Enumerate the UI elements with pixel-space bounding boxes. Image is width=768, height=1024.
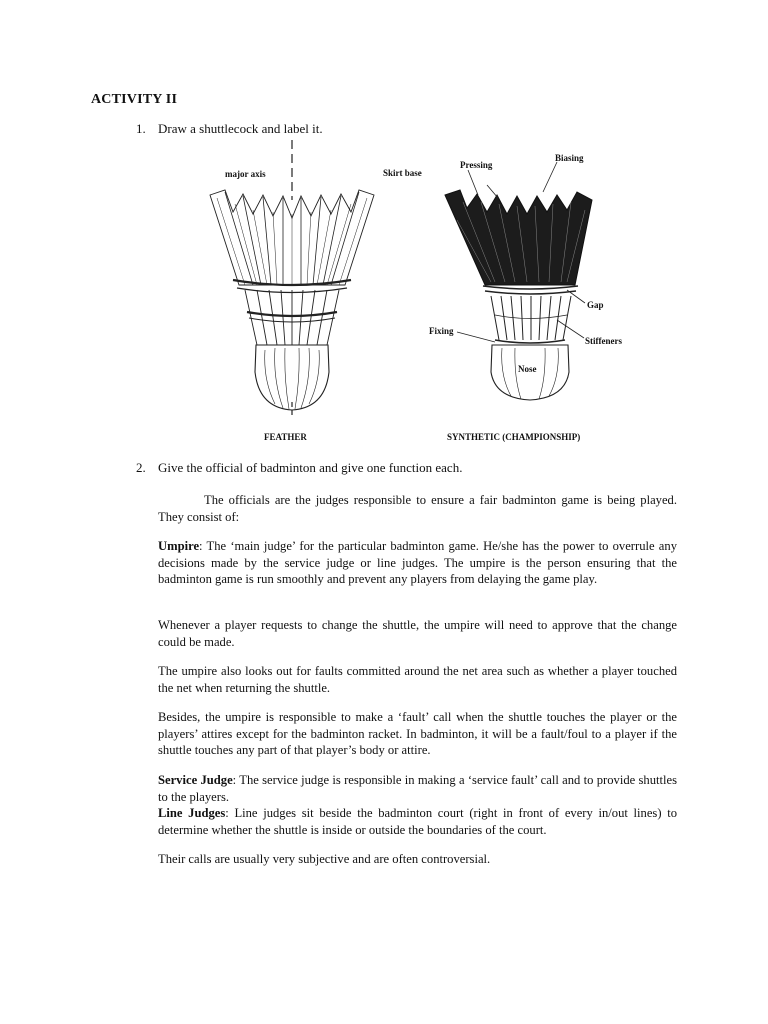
label-pressing: Pressing: [460, 160, 493, 170]
umpire-paragraph: [158, 538, 677, 588]
label-gap: Gap: [587, 300, 604, 310]
label-skirt-base: Skirt base: [383, 168, 422, 178]
intro-text: The officials are the judges responsible to ensure a fair badminton game is being played. They consist of:: [158, 493, 677, 524]
question-1-text: Draw a shuttlecock and label it.: [158, 121, 323, 136]
fault-call-text: Besides, the umpire is responsible to make a ‘fault’ call when the shuttle touches the player or the players’ attires except for the badminton racket. In badminton, it will be a fault/foul to a player if the shuttle touches any part of that player’s body or attire.: [158, 710, 677, 757]
fault-call-paragraph: [158, 709, 677, 759]
service-judge-term: Service Judge: [158, 773, 233, 787]
shuttlecock-diagram: [195, 140, 645, 450]
shuttle-change-text: Whenever a player requests to change the shuttle, the umpire will need to approve that the change could be made.: [158, 618, 677, 649]
stiffeners-leader: [557, 320, 584, 338]
label-major-axis: major axis: [225, 169, 266, 179]
label-nose: Nose: [518, 364, 537, 374]
question-1-number: 1.: [136, 121, 146, 136]
question-2-number: 2.: [136, 460, 146, 475]
question-1: [136, 121, 323, 137]
label-stiffeners: Stiffeners: [585, 336, 622, 346]
fixing-leader: [457, 332, 495, 342]
umpire-text: : The ‘main judge’ for the particular badminton game. He/she has the power to overrule any decisions made by the service judge or line judges. The umpire is the person ensuring that the badminton game is run smoothly and prevent any players from delaying the game play.: [158, 539, 677, 586]
label-fixing: Fixing: [429, 326, 454, 336]
calls-text: Their calls are usually very subjective and are often controversial.: [158, 852, 491, 866]
umpire-term: Umpire: [158, 539, 200, 553]
question-2-text: Give the official of badminton and give one function each.: [158, 460, 463, 475]
net-faults-text: The umpire also looks out for faults committed around the net area such as whether a player touched the net when returning the shuttle.: [158, 664, 677, 695]
shuttlecock-figure: [195, 140, 645, 450]
shuttle-change-paragraph: [158, 617, 677, 650]
biasing-leader: [543, 162, 557, 192]
caption-feather: FEATHER: [264, 432, 307, 442]
service-judge-text: : The service judge is responsible in making a ‘service fault’ call and to provide shuttles to the players.: [158, 773, 678, 804]
caption-synthetic: SYNTHETIC (CHAMPIONSHIP): [447, 432, 581, 442]
intro-paragraph: [158, 492, 677, 525]
line-judges-term: Line Judges: [158, 806, 226, 820]
label-biasing: Biasing: [555, 153, 584, 163]
pressing-leader: [468, 170, 478, 195]
service-line-judges-paragraph: [158, 772, 677, 838]
net-faults-paragraph: [158, 663, 677, 696]
line-judges-text: : Line judges sit beside the badminton court (right in front of every in/out lines) to determine whether the shuttle is inside or outside the boundaries of the court.: [158, 806, 677, 837]
calls-paragraph: [158, 851, 677, 868]
activity-heading: ACTIVITY II: [91, 92, 178, 107]
skirt-base-leader: [487, 185, 498, 198]
question-2: [136, 460, 462, 476]
feather-shuttlecock: [210, 140, 374, 416]
